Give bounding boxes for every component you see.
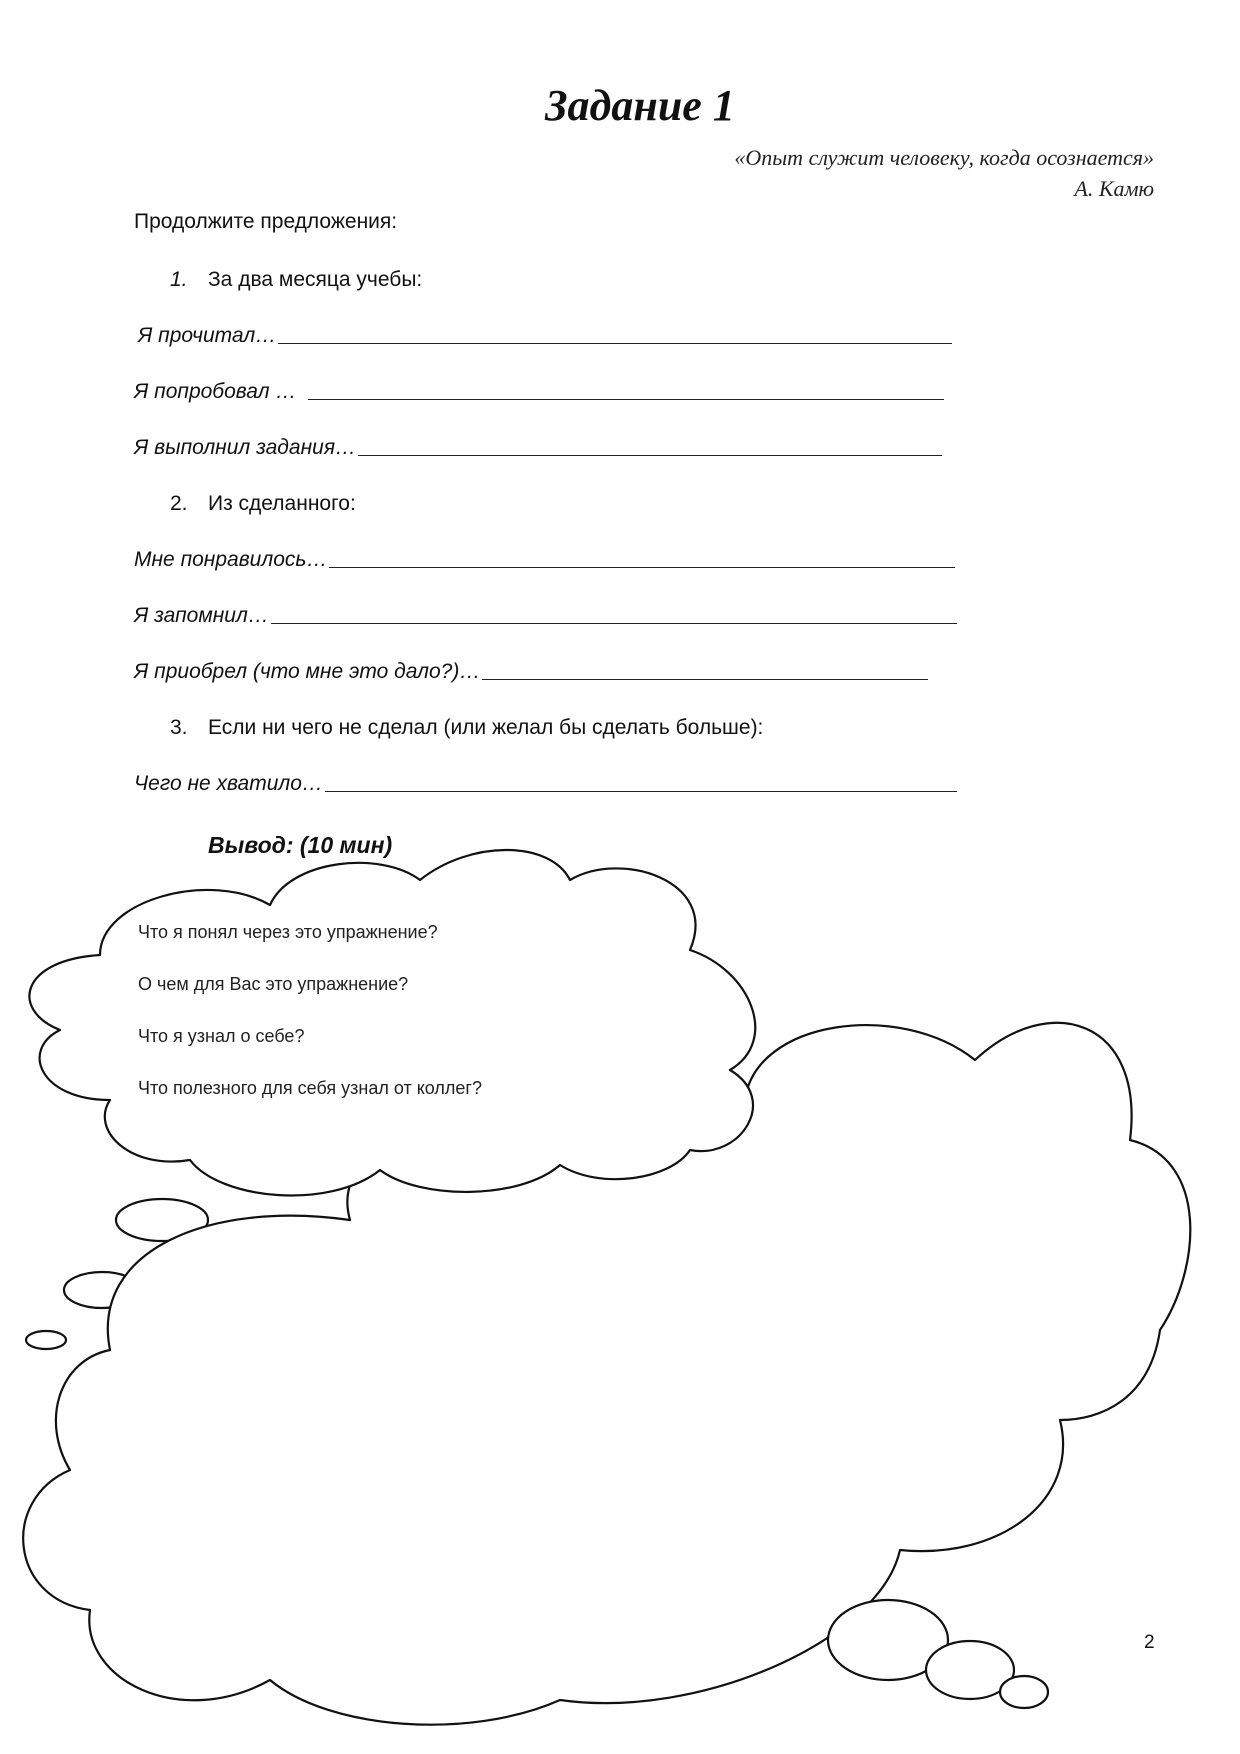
fill-line-prompt: Мне понравилось…	[134, 548, 328, 571]
section-heading-text: Из сделанного:	[208, 492, 356, 515]
questions-cloud	[29, 850, 755, 1195]
section-heading-text: За два месяца учебы:	[208, 268, 423, 291]
reflection-question: Что я понял через это упражнение?	[138, 922, 438, 942]
section-number: 1.	[170, 268, 188, 291]
section-number: 2.	[170, 492, 188, 515]
epigraph-quote: «Опыт служит человеку, когда осознается»	[734, 145, 1154, 170]
reflection-question: О чем для Вас это упражнение?	[138, 974, 409, 994]
section-heading-text: Если ни чего не сделал (или желал бы сделать больше):	[208, 716, 764, 739]
page-title: Задание 1	[545, 81, 735, 130]
fill-line-prompt: Чего не хватило…	[134, 772, 323, 795]
section-number: 3.	[170, 716, 188, 739]
fill-line-prompt: Я попробовал …	[134, 380, 297, 403]
small-thought-bubble	[26, 1331, 66, 1349]
fill-line-prompt: Я прочитал…	[138, 324, 277, 347]
fill-line-prompt: Я приобрел (что мне это дало?)…	[134, 660, 481, 683]
epigraph-author: А. Камю	[1074, 176, 1154, 201]
fill-line-prompt: Я выполнил задания…	[134, 436, 357, 459]
reflection-question: Что полезного для себя узнал от коллег?	[138, 1078, 482, 1098]
intro-text: Продолжите предложения:	[134, 210, 398, 233]
conclusion-heading: Вывод: (10 мин)	[208, 832, 393, 858]
fill-line-prompt: Я запомнил…	[134, 604, 269, 627]
small-thought-bubble	[1000, 1676, 1048, 1708]
reflection-question: Что я узнал о себе?	[138, 1026, 305, 1046]
page-number: 2	[1144, 1632, 1155, 1653]
